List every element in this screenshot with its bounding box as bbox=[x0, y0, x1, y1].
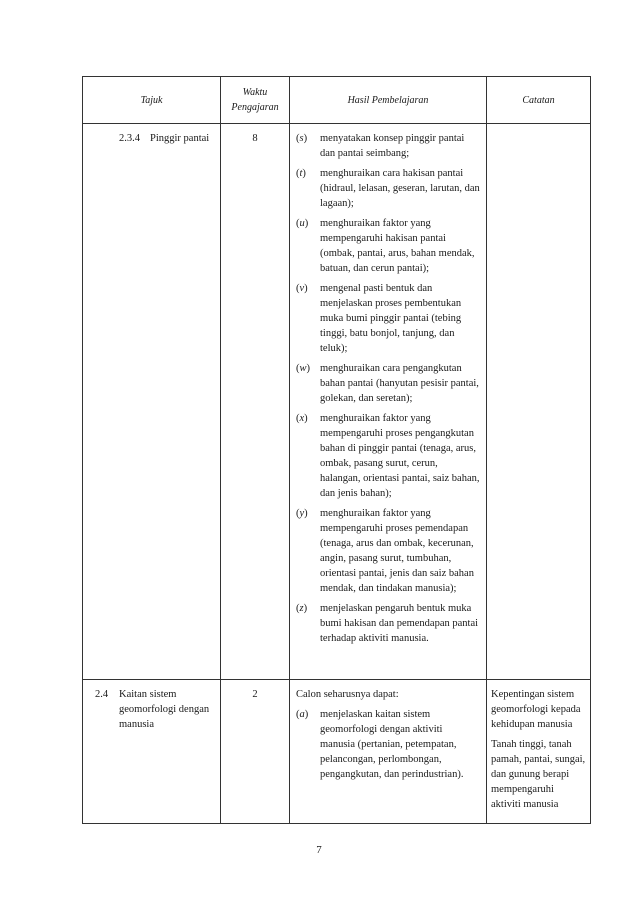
outcome-label: v bbox=[299, 283, 305, 294]
topic-title: Kaitan sistem geomorfologi dengan manusia bbox=[119, 689, 210, 730]
outcome-text: menghuraikan faktor yang mempengaruhi hakisan pantai (ombak, pantai, arus, bahan mendak, batuan, dan cerun pantai); bbox=[320, 218, 475, 274]
outcome-item: (v) mengenal pasti bentuk dan menjelaskan proses pembentukan muka bumi pinggir pantai (tebing tinggi, batu bonjol, tanjung, dan teluk); bbox=[296, 281, 480, 356]
outcome-text: menjelaskan pengaruh bentuk muka bumi hakisan dan pemendapan pantai terhadap aktiviti manusia. bbox=[320, 603, 479, 644]
outcome-item: (t) menghuraikan cara hakisan pantai (hidraul, lelasan, geseran, larutan, dan lagaan); bbox=[296, 168, 480, 209]
outcome-text: menghuraikan faktor yang mempengaruhi proses pengangkutan bahan di pinggir pantai (tenaga, arus, ombak, pasang surut, cerun, halangan, orientasi pantai, saiz bahan, dan jenis bahan); bbox=[320, 413, 480, 499]
outcome-label: w bbox=[299, 363, 307, 374]
outcome-item: (u) menghuraikan faktor yang mempengaruhi hakisan pantai (ombak, pantai, arus, bahan mendak, batuan, dan cerun pantai); bbox=[296, 216, 480, 276]
outcome-label: s bbox=[299, 133, 304, 144]
header-catatan: Catatan bbox=[487, 77, 591, 124]
outcome-text: mengenal pasti bentuk dan menjelaskan proses pembentukan muka bumi pinggir pantai (tebing tinggi, batu bonjol, tanjung, dan teluk); bbox=[320, 283, 462, 354]
outcomes-intro: Calon seharusnya dapat: bbox=[296, 689, 399, 700]
topic-cell bbox=[83, 124, 221, 680]
table-header-row bbox=[83, 77, 591, 124]
header-tajuk: Tajuk bbox=[83, 77, 221, 124]
outcomes-cell bbox=[290, 124, 487, 680]
header-waktu-line1: Waktu bbox=[242, 87, 268, 98]
time-cell: 2 bbox=[221, 680, 290, 824]
note-text: Tanah tinggi, tanah pamah, pantai, sungai, dan gunung berapi mempengaruhi aktiviti manusia bbox=[491, 739, 586, 810]
outcome-label: u bbox=[299, 218, 305, 229]
outcomes-cell bbox=[290, 680, 487, 824]
outcome-text: menjelaskan kaitan sistem geomorfologi dengan aktiviti manusia (pertanian, petempatan, pelancongan, perlombongan, pengangkutan, dan perindustrian). bbox=[320, 709, 464, 780]
outcome-item: (x) menghuraikan faktor yang mempengaruhi proses pengangkutan bahan di pinggir pantai (tenaga, arus, ombak, pasang surut, cerun, halangan, orientasi pantai, saiz bahan, dan jenis bahan); bbox=[296, 413, 480, 499]
table-row bbox=[83, 124, 591, 680]
outcome-label: z bbox=[299, 603, 304, 614]
header-waktu bbox=[221, 77, 290, 124]
page-number: 7 bbox=[316, 844, 322, 856]
outcome-item: (s) menyatakan konsep pinggir pantai dan pantai seimbang; bbox=[296, 131, 480, 161]
outcome-text: menghuraikan cara hakisan pantai (hidraul, lelasan, geseran, larutan, dan lagaan); bbox=[320, 168, 480, 209]
header-waktu-line2: Pengajaran bbox=[231, 102, 279, 113]
outcome-text: menghuraikan cara pengangkutan bahan pantai (hanyutan pesisir pantai, golekan, dan seretan); bbox=[320, 363, 479, 404]
header-hasil: Hasil Pembelajaran bbox=[290, 77, 487, 124]
outcome-label: t bbox=[299, 168, 303, 179]
outcome-item: (a) menjelaskan kaitan sistem geomorfologi dengan aktiviti manusia (pertanian, petempatan, pelancongan, perlombongan, pengangkutan, dan perindustrian). bbox=[296, 707, 480, 782]
topic-cell bbox=[83, 680, 221, 824]
topic-number: 2.4 bbox=[95, 689, 109, 700]
outcome-label: y bbox=[299, 508, 305, 519]
outcome-item: (y) menghuraikan faktor yang mempengaruhi proses pemendapan (tenaga, arus dan ombak, kecerunan, angin, pasang surut, tumbuhan, orientasi pantai, jenis dan saiz bahan mendak, dan tindakan manusia); bbox=[296, 506, 480, 596]
time-cell: 8 bbox=[221, 124, 290, 680]
note-text: Kepentingan sistem geomorfologi kepada kehidupan manusia bbox=[491, 689, 581, 730]
syllabus-table bbox=[82, 76, 591, 824]
notes-cell bbox=[487, 124, 591, 680]
outcome-text: menyatakan konsep pinggir pantai dan pantai seimbang; bbox=[320, 133, 465, 159]
outcome-text: menghuraikan faktor yang mempengaruhi proses pemendapan (tenaga, arus dan ombak, kecerunan, angin, pasang surut, tumbuhan, orientasi pantai, jenis dan saiz bahan mendak, dan tindakan manusia); bbox=[320, 508, 474, 594]
table-row bbox=[83, 680, 591, 824]
outcome-item: (z) menjelaskan pengaruh bentuk muka bumi hakisan dan pemendapan pantai terhadap aktiviti manusia. bbox=[296, 603, 479, 644]
notes-cell bbox=[487, 680, 591, 824]
outcome-label: a bbox=[299, 709, 305, 720]
topic-number: 2.3.4 bbox=[119, 133, 140, 144]
outcome-label: x bbox=[299, 413, 305, 424]
topic-title: Pinggir pantai bbox=[150, 133, 210, 144]
outcome-item: (w) menghuraikan cara pengangkutan bahan pantai (hanyutan pesisir pantai, golekan, dan seretan); bbox=[296, 363, 479, 404]
